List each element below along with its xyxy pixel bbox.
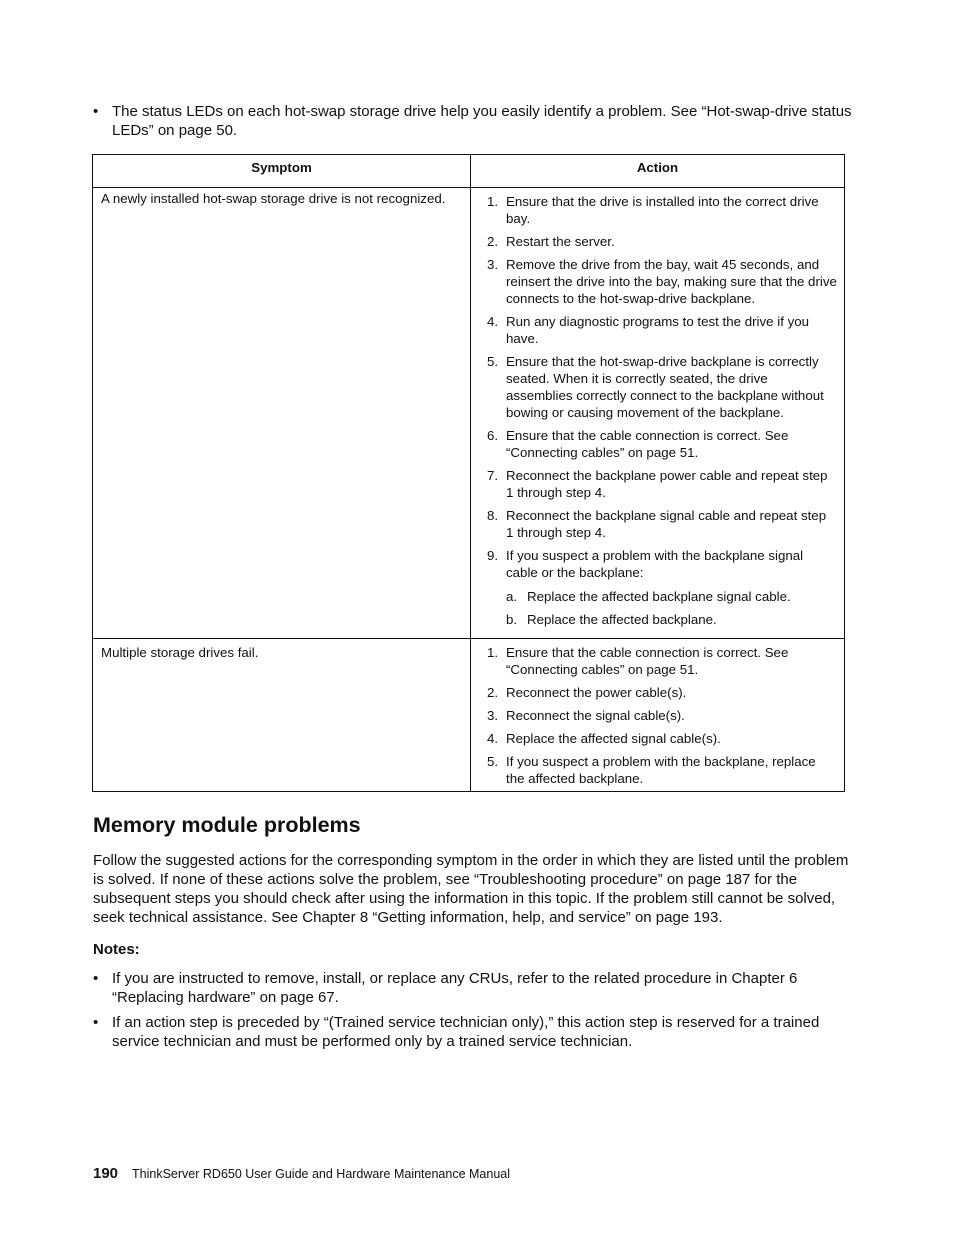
step-text: Ensure that the drive is installed into the correct drive bay.	[506, 194, 819, 226]
step-text: If you suspect a problem with the backplane signal cable or the backplane:	[506, 548, 804, 580]
step-number: 8.	[487, 508, 499, 523]
step-text: Reconnect the power cable(s).	[506, 685, 687, 700]
symptom-text: A newly installed hot-swap storage drive is not recognized.	[101, 191, 446, 206]
step-number: 4.	[487, 314, 499, 329]
sub-step-text: Replace the affected backplane.	[527, 612, 717, 627]
step-number: 6.	[487, 428, 499, 443]
symptom-text: Multiple storage drives fail.	[101, 645, 259, 660]
symptom-header: Symptom	[93, 155, 471, 188]
action-step	[487, 193, 837, 227]
step-text: Reconnect the backplane signal cable and repeat step 1 through step 4.	[506, 508, 827, 540]
step-text: Reconnect the backplane power cable and repeat step 1 through step 4.	[506, 468, 828, 500]
step-number: 2.	[487, 234, 499, 249]
action-steps	[487, 193, 837, 628]
bullet-marker: •	[93, 1014, 99, 1031]
step-text: Ensure that the cable connection is correct. See “Connecting cables” on page 51.	[506, 428, 789, 460]
bullet-marker: •	[93, 103, 99, 120]
action-step	[487, 547, 837, 628]
step-number: 5.	[487, 354, 499, 369]
sub-step	[506, 611, 837, 628]
step-number: 5.	[487, 754, 499, 769]
action-step	[487, 707, 837, 724]
step-text: Remove the drive from the bay, wait 45 seconds, and reinsert the drive into the bay, making sure that the drive connects to the hot-swap-drive backplane.	[506, 257, 837, 306]
page-footer	[93, 1165, 510, 1182]
notes-label: Notes:	[93, 941, 140, 958]
step-number: 4.	[487, 731, 499, 746]
bullet-marker: •	[93, 970, 99, 987]
step-text: If you suspect a problem with the backplane, replace the affected backplane.	[506, 754, 816, 786]
step-text: Ensure that the hot-swap-drive backplane is correctly seated. When it is correctly seated, the drive assemblies correctly connect to the backplane without bowing or causing movement of the backplane.	[506, 354, 824, 420]
symptom-cell	[93, 188, 471, 639]
action-header: Action	[471, 155, 845, 188]
action-cell	[471, 188, 845, 639]
note-item	[93, 1013, 853, 1051]
action-step	[487, 684, 837, 701]
step-number: 7.	[487, 468, 499, 483]
action-steps	[487, 644, 837, 787]
manual-title: ThinkServer RD650 User Guide and Hardware Maintenance Manual	[132, 1167, 510, 1181]
action-step	[487, 313, 837, 347]
action-step	[487, 753, 837, 787]
section-title: Memory module problems	[93, 813, 361, 837]
symptom-cell	[93, 639, 471, 792]
action-step	[487, 507, 837, 541]
step-text: Replace the affected signal cable(s).	[506, 731, 721, 746]
section-intro: Follow the suggested actions for the corresponding symptom in the order in which they are listed until the problem is solved. If none of these actions solve the problem, see “Troubleshooting procedure” on page 187 for the subsequent steps you should check after using the information in this topic. If the problem still cannot be solved, seek technical assistance. See Chapter 8 “Getting information, help, and service” on page 193.	[93, 852, 849, 926]
step-number: 9.	[487, 548, 499, 563]
step-text: Run any diagnostic programs to test the drive if you have.	[506, 314, 810, 346]
step-number: 3.	[487, 257, 499, 272]
step-number: 2.	[487, 685, 499, 700]
action-step	[487, 233, 837, 250]
sub-step-letter: b.	[506, 612, 518, 627]
note-text: If you are instructed to remove, install, or replace any CRUs, refer to the related procedure in Chapter 6 “Replacing hardware” on page 67.	[112, 970, 798, 1006]
intro-bullet-text: The status LEDs on each hot-swap storage drive help you easily identify a problem. See “Hot-swap-drive status LEDs” on page 50.	[112, 103, 852, 139]
page-number: 190	[93, 1165, 119, 1182]
action-step	[487, 427, 837, 461]
table-header-row	[93, 155, 845, 188]
table-row	[93, 188, 845, 639]
action-step	[487, 644, 837, 678]
step-text: Ensure that the cable connection is correct. See “Connecting cables” on page 51.	[506, 645, 789, 677]
sub-steps	[506, 588, 837, 628]
action-step	[487, 730, 837, 747]
intro-bullet	[93, 102, 853, 140]
step-number: 1.	[487, 194, 499, 209]
sub-step-text: Replace the affected backplane signal cable.	[527, 589, 791, 604]
note-item	[93, 969, 853, 1007]
action-cell	[471, 639, 845, 792]
action-step	[487, 467, 837, 501]
action-step	[487, 256, 837, 307]
sub-step	[506, 588, 837, 605]
step-number: 1.	[487, 645, 499, 660]
action-step	[487, 353, 837, 421]
sub-step-letter: a.	[506, 589, 518, 604]
table-row	[93, 639, 845, 792]
step-text: Restart the server.	[506, 234, 615, 249]
note-text: If an action step is preceded by “(Trained service technician only),” this action step is reserved for a trained service technician and must be performed only by a trained service technician.	[112, 1014, 820, 1050]
troubleshooting-table	[92, 154, 845, 792]
step-text: Reconnect the signal cable(s).	[506, 708, 685, 723]
step-number: 3.	[487, 708, 499, 723]
